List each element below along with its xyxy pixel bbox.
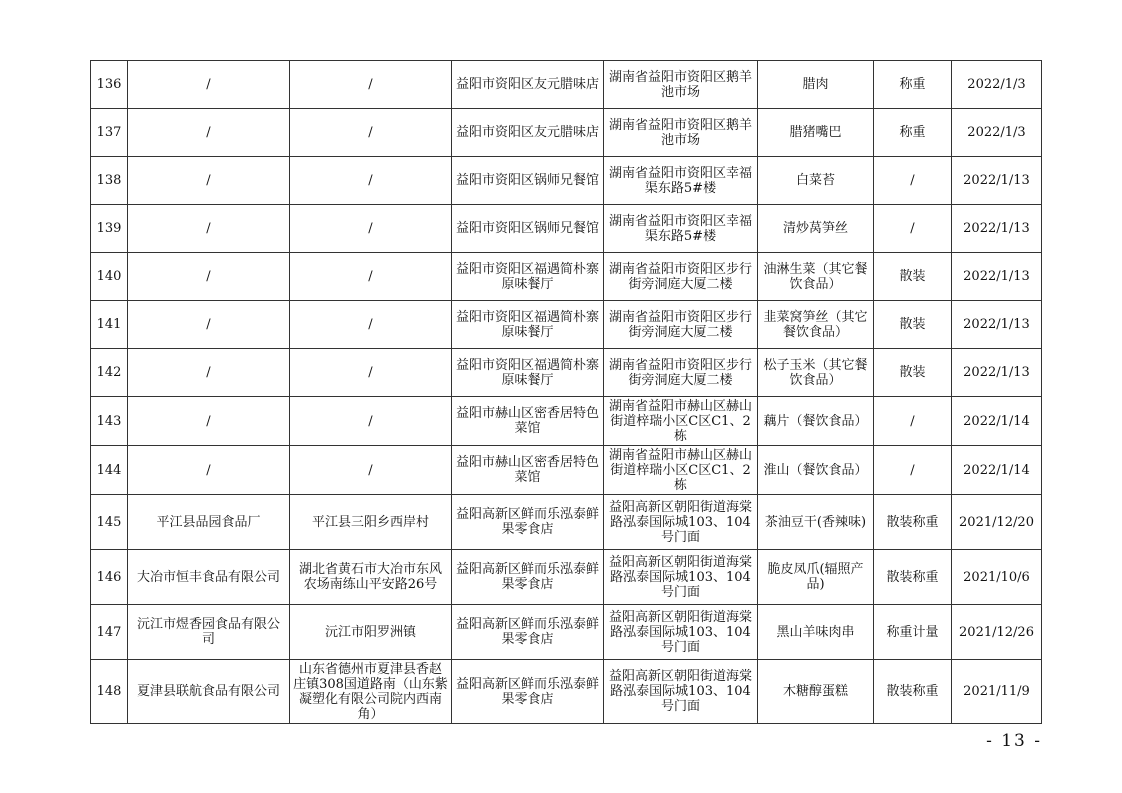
serial-number-cell: 143 [91,397,128,446]
sampled-unit-name-cell: 益阳市资阳区福遇简朴寨原味餐厅 [452,349,604,397]
manufacturer-address-cell: / [290,349,452,397]
table-row [91,61,1042,109]
manufacturer-name-cell: / [128,109,290,157]
serial-number-cell: 144 [91,446,128,495]
sampled-unit-address-cell: 湖南省益阳市赫山区赫山街道梓瑞小区C区C1、2栋 [604,397,758,446]
food-name-cell: 茶油豆干(香辣味) [758,495,874,550]
table-row [91,550,1042,605]
manufacturer-name-cell: / [128,349,290,397]
sampled-unit-address-cell: 湖南省益阳市资阳区鹅羊池市场 [604,109,758,157]
food-name-cell: 松子玉米（其它餐饮食品） [758,349,874,397]
sampled-unit-name-cell: 益阳市赫山区密香居特色菜馆 [452,446,604,495]
sampled-unit-address-cell: 湖南省益阳市资阳区幸福渠东路5#楼 [604,157,758,205]
sampled-unit-address-cell: 湖南省益阳市资阳区幸福渠东路5#楼 [604,205,758,253]
table-row [91,109,1042,157]
page-number: - 13 - [986,731,1042,751]
food-name-cell: 韭菜窝笋丝（其它餐饮食品） [758,301,874,349]
manufacturer-address-cell: 沅江市阳罗洲镇 [290,605,452,660]
specification-cell: 散装 [874,301,952,349]
sampled-unit-address-cell: 湖南省益阳市资阳区鹅羊池市场 [604,61,758,109]
manufacturer-address-cell: 平江县三阳乡西岸村 [290,495,452,550]
food-name-cell: 脆皮凤爪(辐照产品) [758,550,874,605]
serial-number-cell: 148 [91,660,128,724]
production-date-cell: 2022/1/3 [952,109,1042,157]
serial-number-cell: 142 [91,349,128,397]
production-date-cell: 2021/11/9 [952,660,1042,724]
production-date-cell: 2022/1/13 [952,253,1042,301]
manufacturer-name-cell: 夏津县联航食品有限公司 [128,660,290,724]
specification-cell: 散装 [874,253,952,301]
sampled-unit-address-cell: 湖南省益阳市资阳区步行街旁洞庭大厦二楼 [604,349,758,397]
sampled-unit-address-cell: 湖南省益阳市赫山区赫山街道梓瑞小区C区C1、2栋 [604,446,758,495]
production-date-cell: 2022/1/3 [952,61,1042,109]
specification-cell: 散装称重 [874,660,952,724]
food-name-cell: 清炒莴笋丝 [758,205,874,253]
sampled-unit-name-cell: 益阳市资阳区友元腊味店 [452,61,604,109]
specification-cell: / [874,397,952,446]
table-body [91,61,1042,724]
serial-number-cell: 136 [91,61,128,109]
manufacturer-name-cell: / [128,446,290,495]
table-row [91,495,1042,550]
sampled-unit-name-cell: 益阳高新区鲜而乐泓泰鲜果零食店 [452,495,604,550]
sampled-unit-address-cell: 湖南省益阳市资阳区步行街旁洞庭大厦二楼 [604,253,758,301]
table-row [91,157,1042,205]
specification-cell: / [874,205,952,253]
food-name-cell: 黑山羊味肉串 [758,605,874,660]
sampled-unit-name-cell: 益阳高新区鲜而乐泓泰鲜果零食店 [452,660,604,724]
manufacturer-address-cell: / [290,205,452,253]
food-name-cell: 腊肉 [758,61,874,109]
manufacturer-address-cell: / [290,446,452,495]
specification-cell: 称重计量 [874,605,952,660]
production-date-cell: 2021/12/26 [952,605,1042,660]
sampled-unit-address-cell: 益阳高新区朝阳街道海棠路泓泰国际城103、104号门面 [604,660,758,724]
table-row [91,349,1042,397]
serial-number-cell: 145 [91,495,128,550]
table-row [91,397,1042,446]
sampled-unit-name-cell: 益阳高新区鲜而乐泓泰鲜果零食店 [452,605,604,660]
serial-number-cell: 146 [91,550,128,605]
specification-cell: 散装称重 [874,550,952,605]
production-date-cell: 2022/1/13 [952,301,1042,349]
production-date-cell: 2021/12/20 [952,495,1042,550]
sampled-unit-name-cell: 益阳市资阳区锅师兄餐馆 [452,157,604,205]
serial-number-cell: 147 [91,605,128,660]
manufacturer-name-cell: / [128,253,290,301]
manufacturer-name-cell: / [128,61,290,109]
manufacturer-name-cell: / [128,301,290,349]
sampled-unit-address-cell: 湖南省益阳市资阳区步行街旁洞庭大厦二楼 [604,301,758,349]
sampled-unit-name-cell: 益阳高新区鲜而乐泓泰鲜果零食店 [452,550,604,605]
manufacturer-name-cell: / [128,397,290,446]
manufacturer-address-cell: / [290,61,452,109]
table-row [91,205,1042,253]
specification-cell: 散装 [874,349,952,397]
serial-number-cell: 137 [91,109,128,157]
food-name-cell: 油淋生菜（其它餐饮食品） [758,253,874,301]
manufacturer-address-cell: 山东省德州市夏津县香赵庄镇308国道路南（山东紫凝塑化有限公司院内西南角） [290,660,452,724]
production-date-cell: 2022/1/13 [952,205,1042,253]
manufacturer-address-cell: 湖北省黄石市大冶市东风农场南练山平安路26号 [290,550,452,605]
manufacturer-name-cell: 大冶市恒丰食品有限公司 [128,550,290,605]
specification-cell: / [874,157,952,205]
manufacturer-address-cell: / [290,301,452,349]
sampled-unit-name-cell: 益阳市资阳区福遇简朴寨原味餐厅 [452,301,604,349]
serial-number-cell: 140 [91,253,128,301]
manufacturer-name-cell: / [128,205,290,253]
sampled-unit-name-cell: 益阳市资阳区福遇简朴寨原味餐厅 [452,253,604,301]
table-row [91,301,1042,349]
production-date-cell: 2022/1/13 [952,349,1042,397]
serial-number-cell: 138 [91,157,128,205]
manufacturer-name-cell: 沅江市煜香园食品有限公司 [128,605,290,660]
manufacturer-address-cell: / [290,253,452,301]
food-name-cell: 腊猪嘴巴 [758,109,874,157]
manufacturer-name-cell: 平江县品园食品厂 [128,495,290,550]
sampled-unit-address-cell: 益阳高新区朝阳街道海棠路泓泰国际城103、104号门面 [604,605,758,660]
serial-number-cell: 141 [91,301,128,349]
sampled-unit-address-cell: 益阳高新区朝阳街道海棠路泓泰国际城103、104号门面 [604,495,758,550]
specification-cell: 称重 [874,109,952,157]
sampling-results-table [90,60,1042,724]
specification-cell: 称重 [874,61,952,109]
manufacturer-address-cell: / [290,397,452,446]
production-date-cell: 2021/10/6 [952,550,1042,605]
food-name-cell: 藕片（餐饮食品） [758,397,874,446]
sampled-unit-name-cell: 益阳市资阳区锅师兄餐馆 [452,205,604,253]
manufacturer-name-cell: / [128,157,290,205]
table-row [91,605,1042,660]
table-row [91,660,1042,724]
specification-cell: 散装称重 [874,495,952,550]
production-date-cell: 2022/1/13 [952,157,1042,205]
serial-number-cell: 139 [91,205,128,253]
production-date-cell: 2022/1/14 [952,397,1042,446]
manufacturer-address-cell: / [290,157,452,205]
food-name-cell: 木糖醇蛋糕 [758,660,874,724]
production-date-cell: 2022/1/14 [952,446,1042,495]
food-name-cell: 白菜苔 [758,157,874,205]
manufacturer-address-cell: / [290,109,452,157]
food-name-cell: 淮山（餐饮食品） [758,446,874,495]
table-row [91,253,1042,301]
sampled-unit-name-cell: 益阳市赫山区密香居特色菜馆 [452,397,604,446]
sampled-unit-address-cell: 益阳高新区朝阳街道海棠路泓泰国际城103、104号门面 [604,550,758,605]
table-row [91,446,1042,495]
specification-cell: / [874,446,952,495]
sampled-unit-name-cell: 益阳市资阳区友元腊味店 [452,109,604,157]
